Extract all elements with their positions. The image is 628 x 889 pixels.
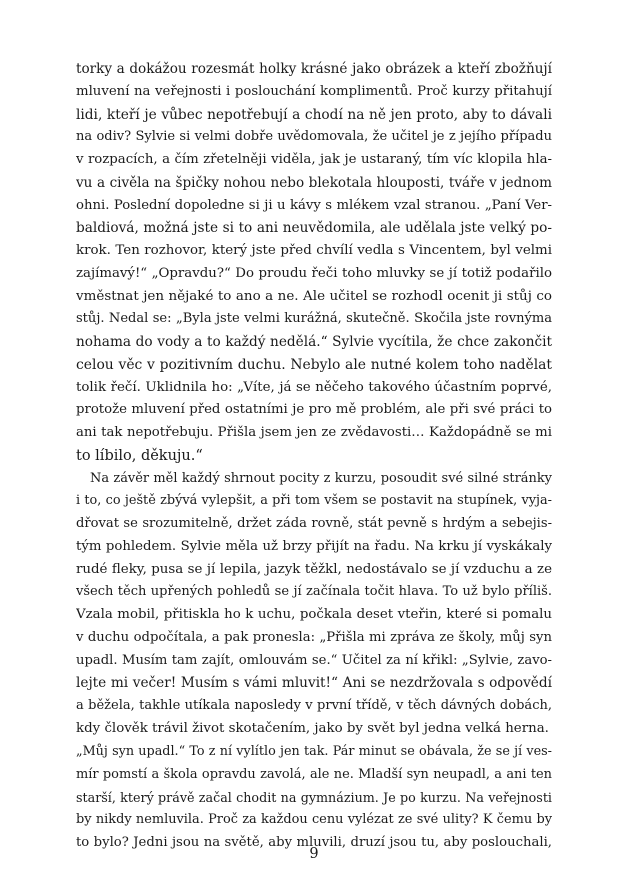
text-line: Vzala mobil, přitiskla ho k uchu, počkala deset vteřin, které si pomalu — [76, 607, 552, 622]
text-line: v rozpacích, a čím zřetelněji viděla, jak je ustaraný, tím víc klopila hla- — [76, 152, 552, 167]
text-line: nohama do vody a to každý nedělá.“ Sylvie vycítila, že chce zakončit — [76, 334, 552, 350]
text-line: starší, který právě začal chodit na gymnázium. Je po kurzu. Na veřejnosti — [76, 789, 552, 805]
text-line: protože mluvení před ostatními je pro mě problém, ale při své práci to — [76, 402, 552, 418]
text-line: ani tak nepotřebuju. Přišla jsem jen ze zvědavosti… Každopádně se mi — [76, 425, 552, 440]
text-line: mír pomstí a škola opravdu zavolá, ale ne. Mladší syn neupadl, a ani ten — [76, 766, 552, 782]
main-text-block — [76, 58, 552, 741]
text-line: na odiv? Sylvie si velmi dobře uvědomovala, že učitel je z jejího případu — [76, 129, 552, 145]
text-line: Na závěr měl každý shrnout pocity z kurzu, posoudit své silné stránky — [90, 470, 552, 486]
text-line: kdy člověk trávil život skotačením, jako by svět byl jedna velká herna. — [76, 720, 549, 736]
paragraph — [76, 741, 552, 855]
text-line: to bylo? Jedni jsou na světě, aby mluvili, druzí jsou tu, aby poslouchali, — [76, 835, 552, 850]
text-line: ohni. Poslední dopoledne si ji u kávy s mlékem vzal stranou. „Paní Ver- — [76, 197, 552, 213]
text-line: lidi, kteří je vůbec nepotřebují a chodí na ně jen proto, aby to dávali — [76, 106, 552, 123]
text-line: to líbilo, děkuju.“ — [76, 447, 203, 464]
text-line: i to, co ještě zbývá vylepšit, a při tom všem se postavit na stupínek, vyja- — [76, 493, 552, 509]
text-line: mluvení na veřejnosti i poslouchání komplimentů. Proč kurzy přitahují — [76, 83, 552, 99]
text-line: lejte mi večer! Musím s vámi mluvit!“ Ani se nezdržovala s odpovědí — [76, 675, 552, 692]
page-number: 9 — [309, 846, 319, 862]
text-line: vu a civěla na špičky nohou nebo blekotala hlouposti, tváře v jednom — [76, 174, 552, 191]
text-line: stůj. Nedal se: „Byla jste velmi kurážná, skutečně. Skočila jste rovnýma — [76, 311, 552, 327]
text-line: vměstnat jen nějaké to ano a ne. Ale učitel se rozhodl ocenit ji stůj co — [76, 288, 552, 304]
text-line: celou věc v pozitivním duchu. Nebylo ale nutné kolem toho nadělat — [76, 356, 552, 373]
section-text-block — [76, 741, 552, 855]
text-line: baldiová, možná jste si to ani neuvědomila, ale udělala jste velký po- — [76, 220, 552, 237]
text-line: krok. Ten rozhovor, který jste před chvílí vedla s Vincentem, byl velmi — [76, 243, 552, 258]
paragraph — [76, 468, 552, 741]
text-line: by nikdy nemluvila. Proč za každou cenu vylézat ze své ulity? K čemu by — [76, 812, 552, 828]
text-line: a běžela, takhle utíkala naposledy v první třídě, v těch dávných dobách, — [76, 698, 552, 713]
text-line: v duchu odpočítala, a pak pronesla: „Přišla mi zpráva ze školy, můj syn — [76, 629, 552, 645]
paragraph — [76, 58, 552, 468]
text-line: dřovat se srozumitelně, držet záda rovně, stát pevně s hrdým a sebejis- — [76, 516, 552, 531]
text-line: rudé fleky, pusa se jí lepila, jazyk těžkl, nedostávalo se jí vzduchu a ze — [76, 561, 552, 577]
text-line: zajímavý!“ „Opravdu?“ Do proudu řeči toho mluvky se jí totiž podařilo — [76, 265, 552, 281]
text-line: „Můj syn upadl.“ To z ní vylítlo jen tak. Pár minut se obávala, že se jí ves- — [76, 744, 552, 759]
text-line: všech těch upřených pohledů se jí začínala točit hlava. To už bylo příliš. — [76, 584, 552, 600]
text-line: tým pohledem. Sylvie měla už brzy přijít na řadu. Na krku jí vyskákaly — [76, 538, 552, 554]
text-line: torky a dokážou rozesmát holky krásné jako obrázek a kteří zbožňují — [76, 61, 552, 77]
text-line: upadl. Musím tam zajít, omlouvám se.“ Učitel za ní křikl: „Sylvie, zavo- — [76, 652, 552, 668]
text-line: tolik řečí. Uklidnila ho: „Víte, já se něčeho takového účastním poprvé, — [76, 379, 552, 395]
